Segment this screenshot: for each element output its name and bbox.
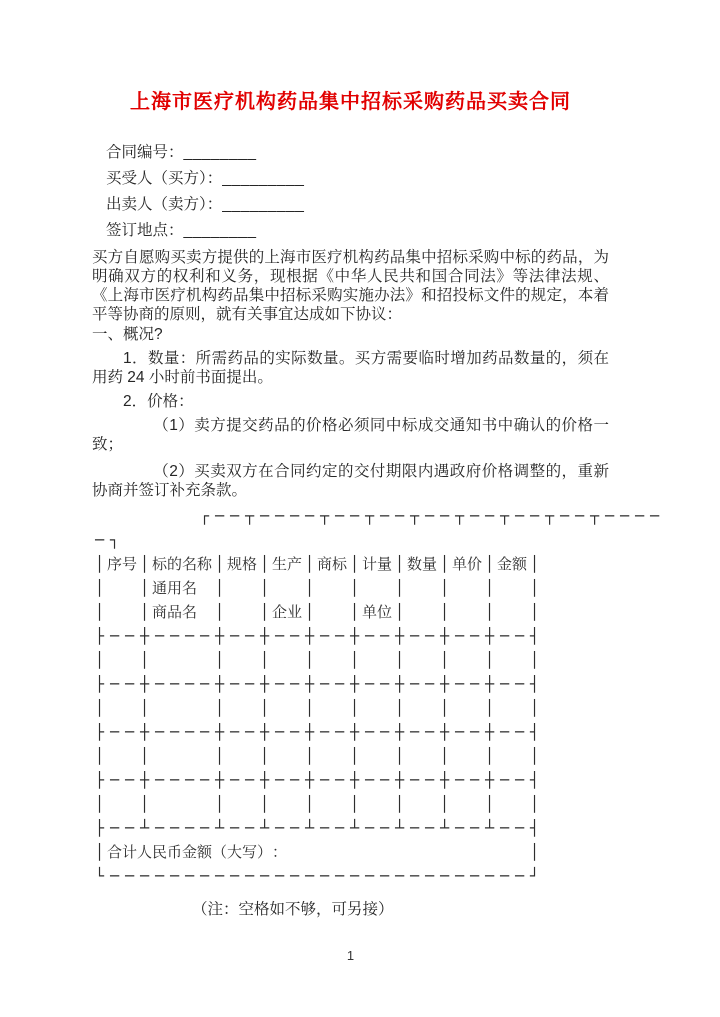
field-contract-number: [106, 140, 609, 166]
field-seller: [106, 192, 609, 218]
table-line: │ │ │ │ │ │ │ │ │ │: [94, 651, 540, 669]
field-blank-line: _________: [222, 196, 305, 213]
table-line: └ ─ ─ ─ ─ ─ ─ ─ ─ ─ ─ ─ ─ ─ ─ ─ ─ ─ ─ ─ ─ ─ ─ ─ ─ ─ ─ ─ ─ ┘: [94, 867, 540, 885]
table-line: ├ ─ ─ ┴ ─ ─ ─ ─ ┴ ─ ─ ┴ ─ ─ ┴ ─ ─ ┴ ─ ─ ┴ ─ ─ ┴ ─ ─ ┴ ─ ─ ┤: [94, 819, 540, 837]
field-label: 买受人（买方）：: [106, 170, 223, 187]
page-number: 1: [346, 948, 355, 963]
table-line: ├ ─ ─ ┼ ─ ─ ─ ─ ┼ ─ ─ ┼ ─ ─ ┼ ─ ─ ┼ ─ ─ ┼ ─ ─ ┼ ─ ─ ┼ ─ ─ ┤: [94, 627, 540, 645]
field-blank-line: _________: [222, 170, 305, 187]
field-label: 合同编号：: [106, 144, 184, 161]
field-label: 签订地点：: [106, 222, 184, 239]
clause-price-item-1: （1）卖方提交药品的价格必须同中标成交通知书中确认的价格一致；: [92, 417, 609, 453]
table-line: │ │ 商 品 名 │ │ 企 业 │ │ 单 位 │ │ │ │: [94, 603, 540, 621]
table-line: ├ ─ ─ ┼ ─ ─ ─ ─ ┼ ─ ─ ┼ ─ ─ ┼ ─ ─ ┼ ─ ─ ┼ ─ ─ ┼ ─ ─ ┼ ─ ─ ┤: [94, 723, 540, 741]
table-line: │ │ │ │ │ │ │ │ │ │: [94, 747, 540, 765]
field-buyer: [106, 166, 609, 192]
field-signing-place: [106, 218, 609, 244]
table-line: ─ ┐: [94, 531, 120, 549]
contract-fields: [92, 140, 609, 244]
section-heading-overview: 一、概况?: [92, 326, 163, 343]
clause-price-item-2: （2）买卖双方在合同约定的交付期限内遇政府价格调整的，重新协商并签订补充条款。: [92, 463, 609, 499]
table-note: （注：空格如不够，可另接）: [192, 901, 394, 918]
table-line: │ 合 计 人 民 币 金 额 （ 大 写 ） ： │: [94, 843, 540, 861]
field-label: 出卖人（卖方）：: [106, 196, 223, 213]
table-line: ┌ ─ ─ ┬ ─ ─ ─ ─ ┬ ─ ─ ┬ ─ ─ ┬ ─ ─ ┬ ─ ─ ┬ ─ ─ ┬ ─ ─ ┬ ─ ─ ─ ─: [199, 507, 660, 525]
field-blank-line: ________: [183, 222, 257, 239]
preamble-paragraph: 买方自愿购买卖方提供的上海市医疗机构药品集中招标采购中标的药品，为明确双方的权利和义务，现根据《中华人民共和国合同法》等法律法规、《上海市医疗机构药品集中招标采购实施办法》和招投标文件的规定，本着平等协商的原则，就有关事宜达成如下协议：: [92, 249, 609, 323]
table-line: │ │ │ │ │ │ │ │ │ │: [94, 699, 540, 717]
table-line: │ │ │ │ │ │ │ │ │ │: [94, 795, 540, 813]
drug-list-ascii-table: [92, 504, 660, 888]
clause-price: 2．价格：: [123, 393, 194, 410]
field-blank-line: ________: [183, 144, 257, 161]
table-line: ├ ─ ─ ┼ ─ ─ ─ ─ ┼ ─ ─ ┼ ─ ─ ┼ ─ ─ ┼ ─ ─ ┼ ─ ─ ┼ ─ ─ ┼ ─ ─ ┤: [94, 771, 540, 789]
table-line: │ 序 号 │ 标 的 名 称 │ 规 格 │ 生 产 │ 商 标 │ 计 量 │ 数 量 │ 单 价 │ 金 额 │: [94, 555, 540, 573]
table-line: │ │ 通 用 名 │ │ │ │ │ │ │ │: [94, 579, 540, 597]
document-title: 上海市医疗机构药品集中招标采购药品买卖合同: [130, 91, 571, 113]
table-line: ├ ─ ─ ┼ ─ ─ ─ ─ ┼ ─ ─ ┼ ─ ─ ┼ ─ ─ ┼ ─ ─ ┼ ─ ─ ┼ ─ ─ ┼ ─ ─ ┤: [94, 675, 540, 693]
clause-quantity: 1．数量：所需药品的实际数量。买方需要临时增加药品数量的，须在用药 24 小时前书面提出。: [92, 350, 609, 386]
